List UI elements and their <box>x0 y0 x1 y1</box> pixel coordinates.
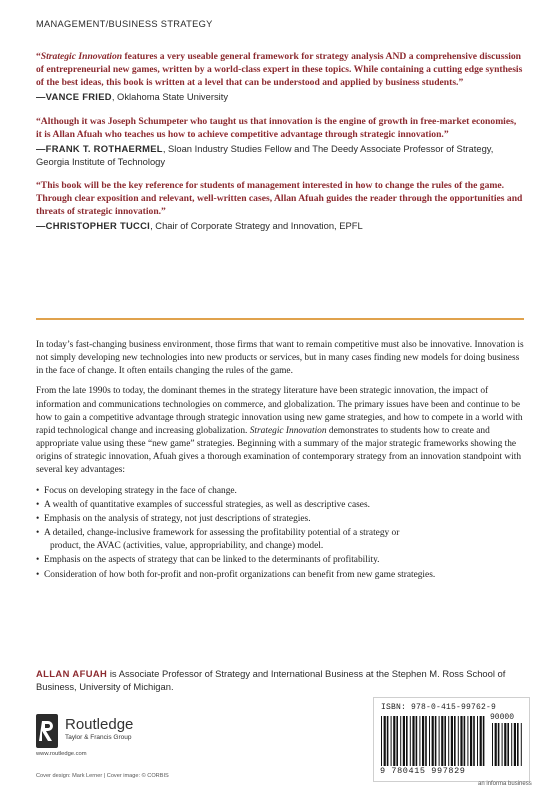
endorsement-text <box>36 179 524 218</box>
bullet-icon: • <box>36 499 40 510</box>
list-item <box>36 569 526 582</box>
divider-rule <box>36 318 524 320</box>
description-paragraph-2 <box>36 385 526 477</box>
publisher-url: www.routledge.com <box>36 751 87 757</box>
endorser-affiliation: , Oklahoma State University <box>111 91 229 103</box>
list-item <box>36 513 526 526</box>
addon-barcode-bars <box>492 723 524 766</box>
author-bio <box>36 667 526 693</box>
list-item <box>36 499 526 512</box>
bullet-icon: • <box>36 569 40 580</box>
book-title-italic: Strategic Innovation <box>40 51 123 62</box>
list-item <box>36 527 526 553</box>
quote-body: Although it was Joseph Schumpeter who taught us that innovation is the engine of growth in free-market economies, it is Allan Afuah who teaches us how to achieve competitive advantage through strategic innovation.” <box>36 115 517 140</box>
endorsement-text <box>36 50 524 89</box>
endorser-affiliation: , Sloan Industry Studies Fellow and The Deedy Associate Professor of Strategy, Georgia Institute of Technology <box>36 142 494 167</box>
list-item-text: Emphasis on the aspects of strategy that can be linked to the determinants of profitability. <box>44 555 380 566</box>
open-quote: “ <box>36 51 41 62</box>
publisher-name: Routledge <box>65 716 134 733</box>
description-paragraph-1: In today’s fast-changing business environment, those firms that want to remain competitive must also be innovative. Innovation is not simply developing new technologies into new products or services, but in many cases finding new models for doing business in the face of change. It often entails changing the rules of the game. <box>36 340 524 377</box>
list-item-text: Emphasis on the analysis of strategy, not just descriptions of strategies. <box>44 513 311 524</box>
bullet-icon: • <box>36 485 40 496</box>
endorsement-3 <box>36 179 524 233</box>
bullet-icon: • <box>36 555 40 566</box>
endorser-name: —FRANK T. ROTHAERMEL <box>36 142 163 154</box>
price-code: 90000 <box>490 713 515 722</box>
isbn-label: ISBN: 978-0-415-99762-9 <box>381 703 497 712</box>
endorsement-attribution <box>36 91 524 104</box>
publisher-subtitle: Taylor & Francis Group <box>65 734 132 741</box>
barcode <box>373 697 530 782</box>
endorsement-attribution <box>36 220 524 233</box>
informa-tagline: an informa business <box>478 781 532 787</box>
cover-credits: Cover design: Mark Lerner | Cover image: © CORBIS <box>36 773 169 779</box>
list-item-text: Consideration of how both for-profit and non-profit organizations can benefit from new game strategies. <box>44 569 436 580</box>
endorser-name: —CHRISTOPHER TUCCI <box>36 220 151 232</box>
list-item-text: A wealth of quantitative examples of successful strategies, as well as descriptive cases. <box>44 499 370 510</box>
open-quote: “ <box>36 115 41 127</box>
endorsement-1 <box>36 50 524 104</box>
list-item <box>36 554 526 567</box>
endorser-affiliation: , Chair of Corporate Strategy and Innovation, EPFL <box>150 220 363 232</box>
bullet-icon: • <box>36 528 40 539</box>
routledge-logo-icon <box>36 714 58 748</box>
endorsements <box>36 50 524 244</box>
quote-body: features a very useable general framework for strategy analysis AND a comprehensive discussion of entrepreneurial new games, written by a world-class expert in these topics. While containing a cutting edge synthesis of the best ideas, this book is written at a level that can be understood and applied by business students.” <box>36 51 523 89</box>
author-name: ALLAN AFUAH <box>36 668 108 679</box>
list-item-continuation: product, the AVAC (activities, value, appropriability, and change) model. <box>50 541 324 552</box>
category-label: MANAGEMENT/BUSINESS STRATEGY <box>36 19 213 29</box>
list-item-text: Focus on developing strategy in the face of change. <box>44 485 237 496</box>
paragraph-text: From the late 1990s to today, the dominant themes in the strategy literature have been strategic innovation, the impact of information and communications technologies on commerce, and globalization. The primary issues have been and continue to be how to gain a competitive advantage through strategic innovation using new game strategies, and how to compete in a world with rapid technological change and increasing globalization. <box>36 386 523 436</box>
endorsement-text <box>36 115 524 141</box>
endorser-name: —VANCE FRIED <box>36 91 112 103</box>
advantages-list <box>36 485 526 582</box>
bullet-icon: • <box>36 513 40 524</box>
book-title-italic: Strategic Innovation <box>249 425 327 436</box>
open-quote: “ <box>36 180 41 192</box>
quote-body: This book will be the key reference for students of management interested in how to change the rules of the game. Through clear exposition and relevant, well-written cases, Allan Afuah guides the reader through the opportunities and threats of strategic innovation.” <box>36 180 523 218</box>
ean-barcode-bars <box>381 716 485 766</box>
author-description: is Associate Professor of Strategy and International Business at the Stephen M. Ross School of Business, University of Michigan. <box>36 668 506 693</box>
publisher-block <box>36 714 236 764</box>
endorsement-2 <box>36 115 524 168</box>
ean-digits: 9 780415 997829 <box>380 766 466 776</box>
list-item <box>36 485 526 498</box>
paragraph-text: demonstrates to students how to create and appropriate value using these “new game” strategies. Beginning with a summary of the major strategic frameworks showing the origins of strategic innovation, Afuah gives a thorough examination of contemporary strategy from an innovation standpoint with several key advantages: <box>36 425 522 476</box>
list-item-text: A detailed, change-inclusive framework for assessing the profitability potential of a strategy or <box>44 528 400 539</box>
endorsement-attribution <box>36 143 524 168</box>
description <box>36 339 526 583</box>
